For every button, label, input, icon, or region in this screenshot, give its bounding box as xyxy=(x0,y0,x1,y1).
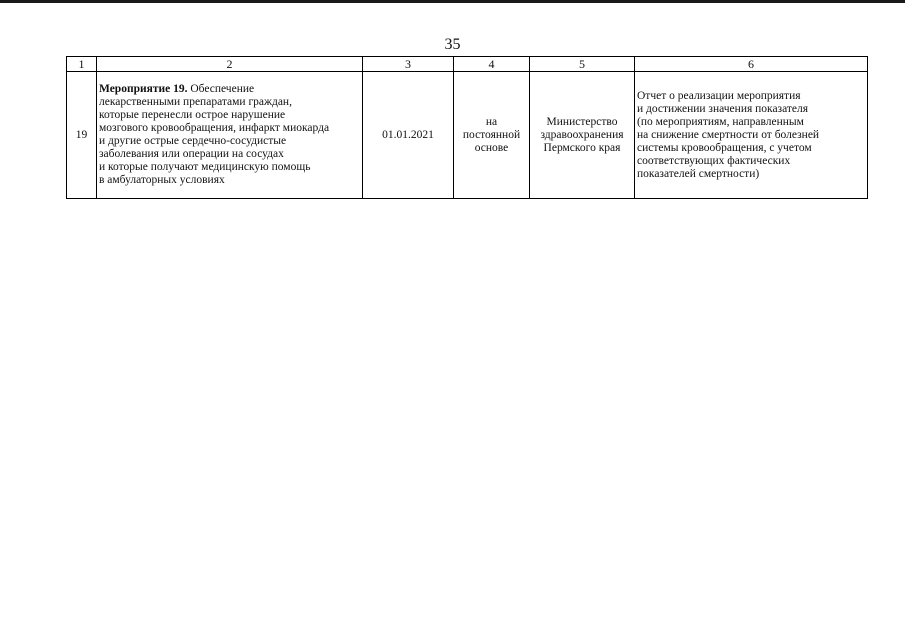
column-number-3: 3 xyxy=(363,57,454,72)
column-number-1: 1 xyxy=(67,57,97,72)
report-form: Отчет о реализации мероприятия и достижении значения показателя (по мероприятиям, направленным на снижение смертности от болезней системы кровообращения, с учетом соответствующих фактических показателей смертности) xyxy=(635,72,868,199)
column-number-4: 4 xyxy=(454,57,530,72)
column-number-2: 2 xyxy=(97,57,363,72)
page-number: 35 xyxy=(444,36,461,53)
measures-table xyxy=(66,56,868,199)
scan-edge xyxy=(0,0,905,3)
table-header-row xyxy=(67,57,868,72)
executor: Министерство здравоохранения Пермского края xyxy=(530,72,635,199)
execution-term: на постоянной основе xyxy=(454,72,530,199)
column-number-6: 6 xyxy=(635,57,868,72)
event-title: Мероприятие 19. xyxy=(99,83,188,95)
table-row xyxy=(67,72,868,199)
event-description xyxy=(97,72,363,199)
event-text: Обеспечение лекарственными препаратами граждан, которые перенесли острое нарушение мозгового кровообращения, инфаркт миокарда и другие острые сердечно-сосудистые заболевания или операции на сосудах и которые получают медицинскую помощь в амбулаторных условиях xyxy=(99,83,330,186)
start-date: 01.01.2021 xyxy=(363,72,454,199)
row-number: 19 xyxy=(67,72,97,199)
column-number-5: 5 xyxy=(530,57,635,72)
